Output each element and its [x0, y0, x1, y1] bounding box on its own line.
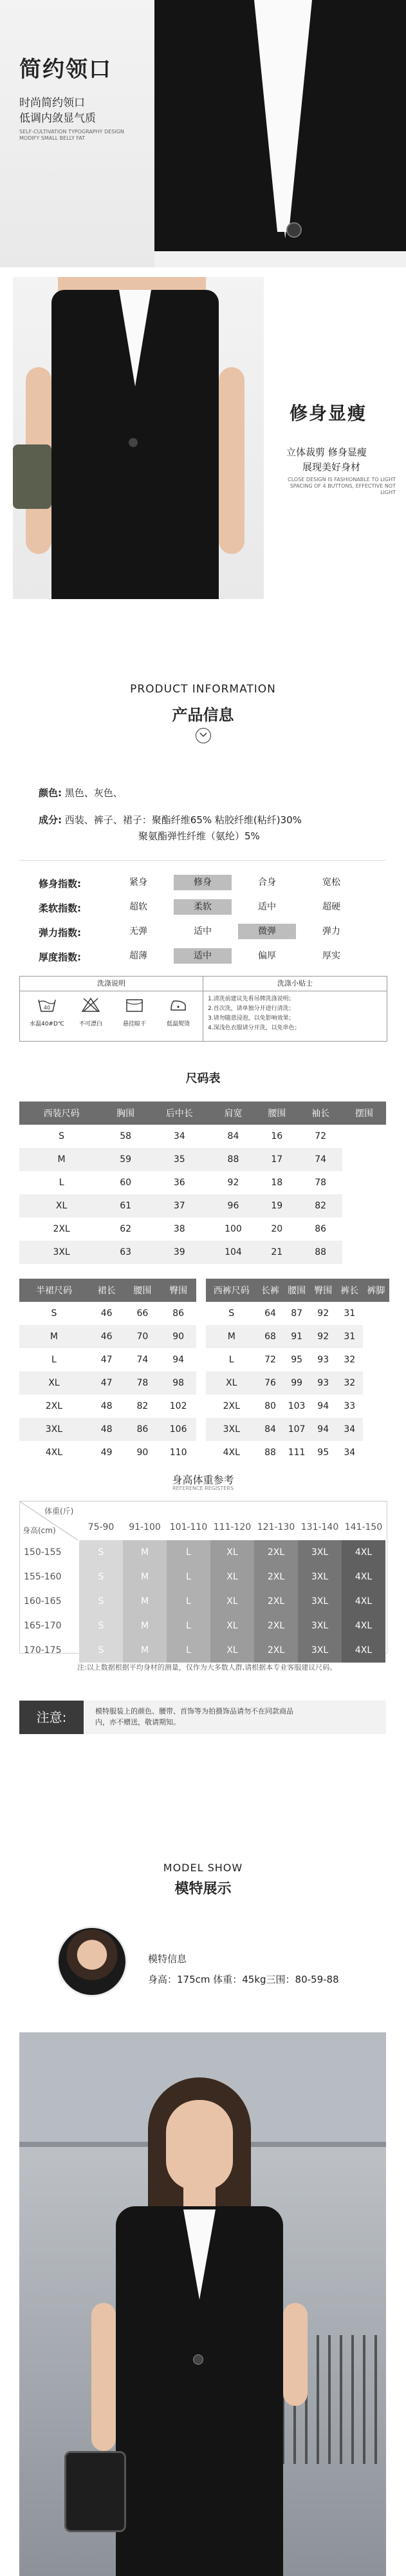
table-header: 肩宽 — [212, 1102, 255, 1125]
table-row — [206, 1441, 389, 1464]
table-header: 腰围 — [125, 1279, 161, 1302]
table-cell: 39 — [147, 1241, 212, 1264]
table-cell: 36 — [173, 1178, 185, 1188]
table-cell: 3XL — [19, 1241, 104, 1264]
ref-title-cn: 身高体重参考 — [172, 1474, 234, 1486]
table-cell: 4XL — [45, 1447, 63, 1458]
table-cell: 74 — [136, 1355, 149, 1365]
table-cell: 17 — [255, 1148, 299, 1171]
height-row-label: 155-160 — [24, 1572, 62, 1582]
height-row-label: 150-155 — [24, 1547, 62, 1558]
table-cell: S — [228, 1308, 235, 1319]
spec-label: 柔软指数: — [39, 902, 81, 914]
size-cell: 2XL — [254, 1565, 298, 1590]
ref-table — [19, 1501, 387, 1654]
table-cell: 34 — [344, 1447, 356, 1458]
size-cell: L — [167, 1614, 210, 1639]
table-header: 臀围 — [160, 1279, 196, 1302]
size-cell: 4XL — [342, 1614, 385, 1639]
size-cell: 4XL — [342, 1565, 385, 1590]
model-photo — [19, 2032, 386, 2576]
no-bleach-icon — [71, 997, 110, 1015]
table-cell: 93 — [317, 1355, 329, 1365]
model-handbag — [64, 2451, 126, 2532]
svg-text:40: 40 — [43, 1005, 51, 1011]
table-row — [19, 1171, 386, 1194]
spec-row — [39, 946, 380, 966]
care-label: 水温40#D℃ — [29, 1021, 65, 1027]
notice-label: 注意: — [19, 1701, 84, 1734]
table-row — [19, 1194, 386, 1217]
table-header: 裤脚 — [363, 1279, 389, 1302]
size-cell: 2XL — [254, 1614, 298, 1639]
table-cell: M — [19, 1325, 89, 1348]
size-cell: L — [167, 1589, 210, 1614]
size-cell: M — [123, 1589, 167, 1614]
size-cell: L — [167, 1540, 210, 1565]
care-item — [71, 997, 110, 1027]
size-cell: M — [123, 1638, 167, 1663]
weight-header: 131-140 — [300, 1522, 339, 1532]
table-cell: 111 — [288, 1447, 306, 1458]
table-cell: 86 — [125, 1418, 161, 1441]
spec-option: 柔软 — [174, 899, 232, 915]
chevron-down-icon — [196, 728, 211, 743]
handbag — [13, 444, 51, 509]
spec-option: 紧身 — [129, 877, 147, 888]
table-header: 半裙尺码 — [19, 1279, 89, 1302]
size-cell: 3XL — [298, 1614, 342, 1639]
hero2-line2: 展现美好身材 — [302, 461, 361, 473]
table-cell: 94 — [310, 1418, 337, 1441]
table-header: 长裤 — [257, 1279, 283, 1302]
table-cell: 66 — [136, 1308, 149, 1319]
table-row — [206, 1348, 389, 1371]
size-cell: 4XL — [342, 1589, 385, 1614]
table-cell: 84 — [257, 1418, 283, 1441]
table-cell: L — [59, 1178, 64, 1188]
table-cell: 2XL — [223, 1401, 240, 1411]
table-cell: 20 — [271, 1224, 283, 1234]
jacket-button — [129, 438, 138, 447]
product-title-cn: 产品信息 — [172, 706, 234, 724]
weight-header: 111-120 — [213, 1522, 252, 1532]
model-info-text: 身高：175cm 体重：45kg三围：80-59-88 — [148, 1974, 339, 1985]
wash-40-icon — [28, 997, 66, 1015]
hero1-line2: 低调内敛显气质 — [19, 112, 96, 125]
table-cell: 110 — [169, 1447, 187, 1458]
table-header: 西裤尺码 — [206, 1279, 257, 1302]
care-item — [28, 997, 66, 1027]
table-row — [206, 1371, 389, 1395]
hang-dry-icon — [115, 997, 154, 1015]
spec-option: 超硬 — [322, 902, 340, 912]
table-cell: 37 — [147, 1194, 212, 1217]
table-cell: 32 — [337, 1371, 363, 1395]
table-cell: L — [51, 1355, 57, 1365]
table-cell: 92 — [317, 1308, 329, 1319]
care-label: 低温熨烫 — [166, 1021, 190, 1027]
size-cell: XL — [210, 1565, 254, 1590]
hero1-line1: 时尚简约领口 — [19, 97, 85, 110]
table-header: 袖长 — [299, 1102, 342, 1125]
table-row — [19, 1148, 386, 1171]
notice-text: 模特服装上的颜色、腰带、首饰等为拍摄饰品请勿不在同款商品内，亦不赠送，敬请期知。 — [95, 1707, 293, 1726]
material-label: 成分: — [39, 814, 62, 826]
table-cell: 103 — [288, 1401, 306, 1411]
table-row — [19, 1325, 196, 1348]
arm-right — [219, 367, 245, 554]
size-cell: 3XL — [298, 1589, 342, 1614]
table-cell: 16 — [271, 1131, 283, 1141]
table-row — [19, 1395, 196, 1418]
size-table — [19, 1102, 386, 1264]
table-cell: 62 — [120, 1224, 132, 1234]
table-cell: 47 — [89, 1371, 125, 1395]
table-row — [19, 1441, 196, 1464]
care-left-title: 洗涤说明 — [20, 977, 203, 991]
table-cell: 68 — [257, 1325, 283, 1348]
care-item — [159, 997, 198, 1027]
spec-option: 厚实 — [322, 951, 340, 961]
height-row-label: 165-170 — [24, 1621, 62, 1631]
table-cell: 70 — [125, 1325, 161, 1348]
table-cell: 19 — [255, 1194, 299, 1217]
weight-header: 121-130 — [257, 1522, 295, 1532]
size-cell: XL — [210, 1638, 254, 1663]
spec-label: 厚度指数: — [39, 951, 81, 963]
table-cell: 88 — [264, 1447, 276, 1458]
table-cell: 92 — [310, 1325, 337, 1348]
table-cell: 90 — [136, 1447, 149, 1458]
care-tip: 3.请勿随意浸泡，以免影响效果； — [208, 1015, 295, 1022]
table-cell: S — [51, 1308, 57, 1319]
table-header: 摆围 — [342, 1102, 386, 1125]
size-cell: M — [123, 1614, 167, 1639]
care-item — [115, 997, 154, 1027]
table-cell: 82 — [136, 1401, 149, 1411]
size-cell: S — [79, 1565, 123, 1590]
spec-option: 修身 — [174, 875, 232, 890]
spec-option: 合身 — [258, 877, 276, 888]
table-cell: 80 — [264, 1401, 276, 1411]
model-arm-right — [283, 2303, 308, 2406]
table-cell: 2XL — [45, 1401, 63, 1411]
table-cell: 4XL — [223, 1447, 240, 1458]
weight-axis-label: 体重(斤) — [44, 1507, 74, 1516]
hero2-en: CLOSE DESIGN IS FASHIONABLE TO LIGHT SPACING OF 4 BUTTONS, EFFECTIVE NOT LIGHT — [288, 477, 396, 495]
table-cell: 74 — [299, 1148, 342, 1171]
table-cell: 90 — [160, 1325, 196, 1348]
table-cell: 46 — [89, 1325, 125, 1348]
table-cell: 34 — [173, 1131, 185, 1141]
table-row — [19, 1348, 196, 1371]
ref-title-en: REFERENCE REGISTERS — [172, 1485, 234, 1491]
table-cell: 18 — [271, 1178, 283, 1188]
size-cell: 4XL — [342, 1540, 385, 1565]
hero1-title: 简约领口 — [19, 57, 112, 82]
size-cell: M — [123, 1540, 167, 1565]
spec-option: 无弹 — [129, 926, 147, 937]
table-header: 西装尺码 — [19, 1102, 104, 1125]
height-row-label: 170-175 — [24, 1645, 62, 1655]
table-cell: 93 — [310, 1371, 337, 1395]
table-cell: XL — [206, 1371, 257, 1395]
table-cell: 76 — [257, 1371, 283, 1395]
weight-header: 75-90 — [88, 1522, 115, 1532]
table-cell: 3XL — [19, 1418, 89, 1441]
table-cell: 48 — [100, 1401, 113, 1411]
care-box — [19, 976, 387, 1042]
table-cell: 60 — [120, 1178, 132, 1188]
hero2-line1: 立体裁剪 修身显瘦 — [286, 446, 367, 458]
size-cell: 2XL — [254, 1638, 298, 1663]
table-cell: 2XL — [53, 1224, 70, 1234]
material-value: 西装、裤子、裙子：聚酯纤维65% 粘胶纤维(粘纤)30% — [64, 814, 302, 826]
size-cell: 3XL — [298, 1565, 342, 1590]
table-cell: XL — [19, 1194, 104, 1217]
jacket-button — [193, 2354, 203, 2365]
table-cell: 38 — [173, 1224, 185, 1234]
table-cell: L — [228, 1355, 234, 1365]
table-cell: 88 — [299, 1241, 342, 1264]
table-cell: 78 — [125, 1371, 161, 1395]
care-tip: 1.清洗前建议先看吊牌洗涤说明； — [208, 996, 295, 1002]
hero1-en: SELF-CULTIVATION TYPOGRAPHY DESIGN MODIFY SMALL BELLY FAT — [19, 129, 124, 141]
table-cell: 72 — [264, 1355, 276, 1365]
size-cell: S — [79, 1638, 123, 1663]
color-value: 黑色、灰色、 — [64, 787, 123, 799]
size-table-title: 尺码表 — [185, 1072, 221, 1085]
color-label: 颜色: — [39, 787, 62, 799]
table-cell: 32 — [344, 1355, 356, 1365]
care-right-title: 洗涤小贴士 — [203, 977, 387, 991]
table-row — [19, 1371, 196, 1395]
table-cell: 72 — [315, 1131, 327, 1141]
model-info-title: 模特信息 — [148, 1953, 187, 1965]
material-value-2: 聚氨酯弹性纤维（氨纶）5% — [138, 830, 260, 842]
size-cell: L — [167, 1565, 210, 1590]
table-cell: 59 — [104, 1148, 147, 1171]
table-cell: 95 — [291, 1355, 303, 1365]
spec-option: 弹力 — [322, 926, 340, 937]
table-cell: 96 — [212, 1194, 255, 1217]
table-cell: 58 — [120, 1131, 132, 1141]
table-row — [206, 1325, 389, 1348]
spec-option: 超薄 — [129, 951, 147, 961]
table-row — [19, 1418, 196, 1441]
hero2-title: 修身显瘦 — [290, 403, 367, 424]
height-axis-label: 身高(cm) — [23, 1526, 56, 1535]
table-cell: 3XL — [206, 1418, 257, 1441]
table-row — [19, 1241, 386, 1264]
table-cell: 78 — [315, 1178, 327, 1188]
table-cell: 91 — [284, 1325, 310, 1348]
spec-option: 超软 — [129, 902, 147, 912]
table-cell: 63 — [104, 1241, 147, 1264]
table-cell: 94 — [317, 1401, 329, 1411]
care-label: 不可漂白 — [78, 1021, 102, 1027]
pants-size-table — [206, 1279, 389, 1464]
table-header: 裤长 — [337, 1279, 363, 1302]
weight-header: 141-150 — [344, 1522, 383, 1532]
size-cell: L — [167, 1638, 210, 1663]
size-cell: 2XL — [254, 1589, 298, 1614]
table-cell: 107 — [284, 1418, 310, 1441]
size-cell: S — [79, 1540, 123, 1565]
size-cell: XL — [210, 1540, 254, 1565]
model-title-cn: 模特展示 — [174, 1881, 232, 1897]
table-cell: M — [19, 1148, 104, 1171]
table-cell: 86 — [172, 1308, 185, 1319]
table-cell: XL — [19, 1371, 89, 1395]
table-cell: 98 — [160, 1371, 196, 1395]
table-cell: 47 — [100, 1355, 113, 1365]
spec-option: 适中 — [174, 948, 232, 964]
color-row — [39, 786, 123, 799]
table-cell: 49 — [100, 1447, 113, 1458]
table-row — [206, 1418, 389, 1441]
size-cell: 3XL — [298, 1638, 342, 1663]
size-cell: S — [79, 1589, 123, 1614]
table-cell: 35 — [147, 1148, 212, 1171]
table-cell: 99 — [284, 1371, 310, 1395]
table-cell: 64 — [264, 1308, 276, 1319]
table-cell: 48 — [89, 1418, 125, 1441]
table-cell: 33 — [344, 1401, 356, 1411]
table-header: 胸围 — [104, 1102, 147, 1125]
table-header: 后中长 — [147, 1102, 212, 1125]
spec-row — [39, 922, 380, 941]
table-cell: 31 — [337, 1325, 363, 1348]
table-cell: S — [59, 1131, 65, 1141]
table-cell: 95 — [317, 1447, 329, 1458]
table-cell: 21 — [255, 1241, 299, 1264]
notice-bar — [19, 1701, 386, 1734]
table-cell: 82 — [299, 1194, 342, 1217]
spec-option: 适中 — [194, 926, 212, 937]
weight-header: 101-110 — [169, 1522, 208, 1532]
spec-option: 微弹 — [238, 924, 296, 939]
spec-label: 修身指数: — [39, 878, 81, 890]
table-cell: 61 — [104, 1194, 147, 1217]
care-tip: 4.深浅色衣服请分开洗，以免串色； — [208, 1025, 300, 1031]
table-cell: 104 — [212, 1241, 255, 1264]
table-row — [206, 1302, 389, 1325]
height-row-label: 160-165 — [24, 1596, 62, 1607]
table-row — [19, 1217, 386, 1241]
table-cell: 94 — [172, 1355, 185, 1365]
table-header: 臀围 — [310, 1279, 337, 1302]
table-cell: 102 — [169, 1401, 187, 1411]
table-cell: 34 — [337, 1418, 363, 1441]
model-avatar — [57, 1926, 127, 1997]
ref-footnote: 注:以上数据根据平均身材的测量，仅作为大多数人群,请根据本专业客服建议尺码。 — [77, 1663, 337, 1672]
size-cell: 4XL — [342, 1638, 385, 1663]
table-cell: 84 — [227, 1131, 239, 1141]
table-header: 腰围 — [255, 1102, 299, 1125]
product-title-en: PRODUCT INFORMATION — [130, 683, 276, 696]
size-cell: 3XL — [298, 1540, 342, 1565]
model-face — [166, 2100, 233, 2190]
spec-option: 宽松 — [322, 877, 340, 888]
hero-photo-slim — [13, 277, 264, 599]
table-cell: 87 — [291, 1308, 303, 1319]
table-header: 裙长 — [89, 1279, 125, 1302]
size-cell: XL — [210, 1614, 254, 1639]
table-cell: 100 — [225, 1224, 242, 1234]
table-header: 腰围 — [284, 1279, 310, 1302]
table-cell: 92 — [227, 1178, 239, 1188]
care-tip: 2.首次洗，请单独分开进行清洗； — [208, 1006, 295, 1012]
jacket-button — [286, 222, 302, 238]
table-cell: 88 — [212, 1148, 255, 1171]
low-iron-icon — [159, 997, 198, 1015]
table-cell: 106 — [160, 1418, 196, 1441]
size-cell: XL — [210, 1589, 254, 1614]
spec-row — [39, 873, 380, 892]
material-row — [39, 813, 386, 826]
table-cell: 46 — [100, 1308, 113, 1319]
size-cell: S — [79, 1614, 123, 1639]
skirt-size-table — [19, 1279, 196, 1464]
table-cell: 31 — [344, 1308, 356, 1319]
weight-header: 91-100 — [129, 1522, 161, 1532]
table-row — [19, 1302, 196, 1325]
model-arm-left — [91, 2303, 116, 2451]
spec-option: 适中 — [258, 902, 276, 912]
size-cell: M — [123, 1565, 167, 1590]
spec-row — [39, 897, 380, 917]
table-cell: 86 — [315, 1224, 327, 1234]
model-title-en: MODEL SHOW — [163, 1862, 243, 1874]
table-row — [19, 1125, 386, 1148]
size-cell: 2XL — [254, 1540, 298, 1565]
table-row — [206, 1395, 389, 1418]
table-cell: M — [206, 1325, 257, 1348]
spec-label: 弹力指数: — [39, 927, 81, 939]
care-label: 悬挂晾干 — [122, 1021, 146, 1027]
spec-option: 偏厚 — [258, 951, 276, 961]
